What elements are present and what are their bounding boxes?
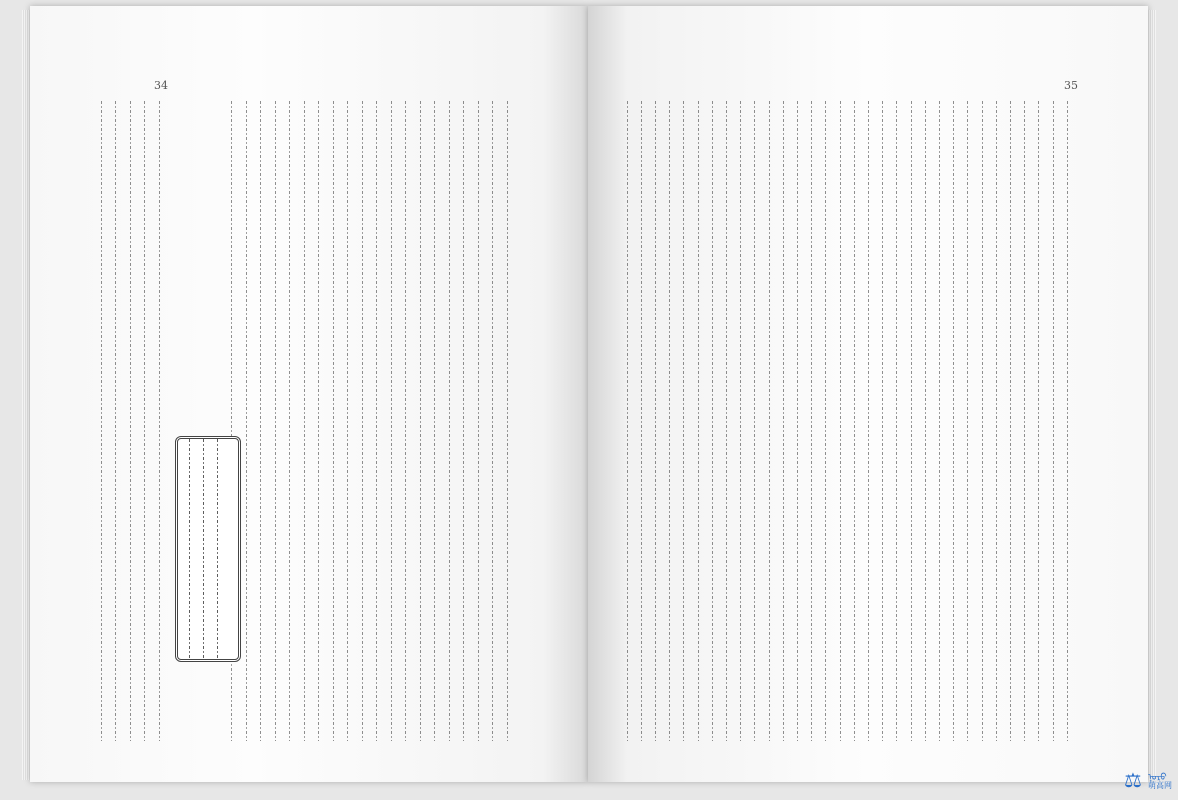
text-column [417, 101, 423, 741]
text-column [936, 101, 942, 741]
text-column [127, 101, 133, 741]
text-column [880, 101, 886, 741]
text-column [638, 101, 644, 741]
text-column [156, 101, 162, 741]
text-column [979, 101, 985, 741]
text-column [330, 101, 336, 741]
text-column [752, 101, 758, 741]
page-edge-left [22, 10, 30, 780]
page-number-left: 34 [154, 79, 168, 92]
text-column [1007, 101, 1013, 741]
text-column [272, 101, 278, 741]
text-column [142, 101, 148, 741]
text-column [243, 101, 249, 741]
text-column [766, 101, 772, 741]
text-column [374, 101, 380, 741]
text-column [837, 101, 843, 741]
text-column [965, 101, 971, 741]
right-page-text-columns [624, 101, 1076, 741]
text-column [667, 101, 673, 741]
text-column [993, 101, 999, 741]
left-page [30, 6, 588, 782]
text-column [316, 101, 322, 741]
logo-mark-icon: ⚖ [1124, 768, 1142, 792]
text-column [624, 101, 630, 741]
text-column [681, 101, 687, 741]
text-column [780, 101, 786, 741]
text-column [359, 101, 365, 741]
text-column [345, 101, 351, 741]
logo-text-mongolian: ᠨᠣᠷᠣ [1148, 773, 1167, 783]
text-column [851, 101, 857, 741]
text-column [1050, 101, 1056, 741]
text-column [823, 101, 829, 741]
text-column [475, 101, 481, 741]
text-column [794, 101, 800, 741]
text-column [301, 101, 307, 741]
text-column [652, 101, 658, 741]
text-column [809, 101, 815, 741]
text-column [113, 101, 119, 741]
text-column [388, 101, 394, 741]
text-column [951, 101, 957, 741]
text-column [98, 101, 104, 741]
text-column [504, 101, 510, 741]
text-column [709, 101, 715, 741]
text-column [1064, 101, 1070, 741]
text-column [258, 101, 264, 741]
text-column [1036, 101, 1042, 741]
framed-verse-box [175, 436, 241, 662]
page-edge-right [1148, 10, 1156, 780]
text-column [490, 101, 496, 741]
logo-text-chinese: 萌高网 [1148, 781, 1172, 790]
text-column [865, 101, 871, 741]
left-page-text-columns [98, 101, 508, 741]
text-column [461, 101, 467, 741]
text-column [894, 101, 900, 741]
text-column [1022, 101, 1028, 741]
publisher-logo [1122, 764, 1178, 800]
text-column [908, 101, 914, 741]
text-column [738, 101, 744, 741]
text-column [723, 101, 729, 741]
right-page [588, 6, 1148, 782]
text-column [446, 101, 452, 741]
text-column [403, 101, 409, 741]
text-column [432, 101, 438, 741]
page-number-right: 35 [1064, 79, 1078, 92]
text-column [695, 101, 701, 741]
text-column [922, 101, 928, 741]
text-column [287, 101, 293, 741]
